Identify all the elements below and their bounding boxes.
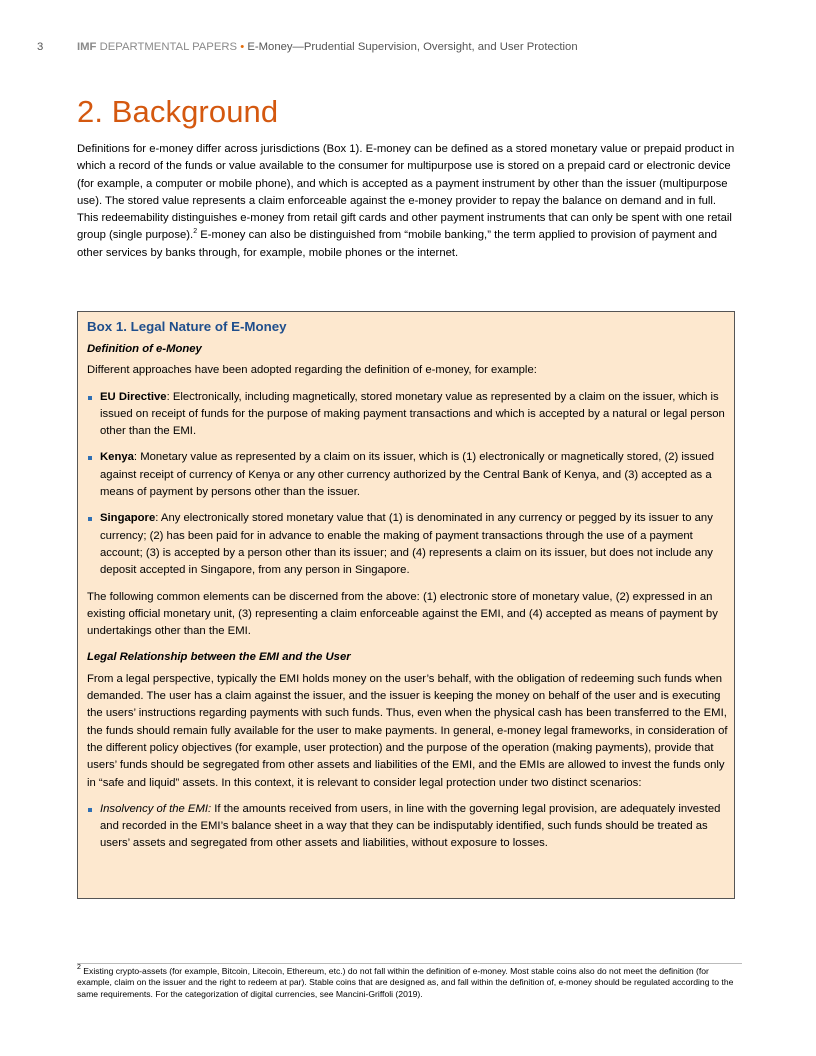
box-paragraph-common-elements: The following common elements can be discerned from the above: (1) electronic store of monetary value, (2) expressed in an existing official monetary unit, (3) representing a claim enforceable against the EMI, and (4) accepted as means of payment by undertakings other than the EMI. <box>87 590 718 638</box>
box-title: Box 1. Legal Nature of E-Money <box>87 319 287 334</box>
list-item-singapore <box>87 510 729 579</box>
bullet-square-icon <box>88 808 92 812</box>
bullet-square-icon <box>88 396 92 400</box>
footnote-divider <box>77 963 742 964</box>
definition-text: : Electronically, including magnetically, stored monetary value as represented by a claim on the issuer, which is issued on receipt of funds for the purpose of making payment transactions and which is accepted by a natural or legal person other than the EMI. <box>100 390 725 438</box>
definition-term: EU Directive <box>100 390 167 403</box>
scenarios-list <box>87 801 729 853</box>
scenario-term: Insolvency of the EMI: <box>100 802 212 815</box>
intro-text-1: Definitions for e-money differ across jurisdictions (Box 1). E-money can be defined as a stored monetary value or prepaid product in which a record of the funds or value available to the consumer for multipurpose use is stored on a prepaid card or electronic device (for example, a computer or mobile phone), and which is accepted as a payment instrument by other than the issuer (multipurpose use). The stored value represents a claim enforceable against the e-money provider to repay the balance on demand and in full. This redeemability distinguishes e-money from retail gift cards and other payment instruments that can only be spent with one retail group (single purpose). <box>77 143 735 242</box>
box-subheading-definition: Definition of e-Money <box>87 343 202 355</box>
definition-text: : Any electronically stored monetary value that (1) is denominated in any currency or pegged by its issuer to any currency; (2) has been paid for in advance to enable the making of payment transactions through the use of a payment account; (3) is accepted by a person other than its issuer; and (4) represents a claim on its issuer, but does not include any deposit accepted in Singapore, from any person in Singapore. <box>100 512 713 577</box>
page-number: 3 <box>37 41 44 53</box>
definition-text: : Monetary value as represented by a claim on its issuer, which is (1) electronically or magnetically stored, (2) issued against receipt of currency of Kenya or any other currency authorized by the Central Bank of Kenya, and (3) accepted as a means of payment by persons other than the issuer. <box>100 451 715 499</box>
intro-paragraph <box>77 141 739 262</box>
scenario-text: If the amounts received from users, in line with the governing legal provision, are adequately invested and recorded in the EMI’s balance sheet in a way that they can be indisputably identified, such funds should be treated as users’ assets and segregated from other assets and liabilities, without exposure to losses. <box>100 802 721 850</box>
series-name: DEPARTMENTAL PAPERS <box>96 41 241 53</box>
running-header <box>37 41 578 53</box>
box-paragraph-legal-perspective: From a legal perspective, typically the EMI holds money on the user’s behalf, with the obligation of redeeming such funds when demanded. The user has a claim against the issuer, and the issuer is keeping the money on behalf of the user and is executing the users’ instructions regarding payments with such funds. Thus, even when the physical cash has been transferred to the EMI, the funds should remain fully available for the user to make payments. In general, e-money legal frameworks, in consideration of the different policy objectives (for example, user protection) and the purpose of the operation (making payments), provide that users’ funds should be segregated from other assets and liabilities of the EMI, and the EMIs are allowed to invest the funds only in “safe and liquid” assets. In this context, it is relevant to consider legal protection under two distinct scenarios: <box>87 672 728 789</box>
series-name-bold: IMF <box>77 41 97 53</box>
definition-term: Kenya <box>100 451 134 464</box>
bullet-square-icon <box>88 517 92 521</box>
list-item-kenya <box>87 449 729 501</box>
paper-title: E-Money—Prudential Supervision, Oversight, and User Protection <box>244 41 578 53</box>
list-item-insolvency <box>87 801 729 853</box>
header-bullet: • <box>240 41 245 53</box>
intro-text-2: E-money can also be distinguished from “mobile banking,” the term applied to provision of payment and other services by banks through, for example, mobile phones or the internet. <box>77 229 718 259</box>
footnote <box>77 966 742 1000</box>
footnote-ref[interactable]: 2 <box>193 228 198 236</box>
footnote-text: Existing crypto-assets (for example, Bitcoin, Litecoin, Ethereum, etc.) do not fall within the definition of e-money. Most stable coins also do not meet the definition (for example, claim on the issuer and the right to redeem at par). Stable coins that are designed as, and fall within the definition of, e-money should be regulated according to the same requirements. For the categorization of digital currencies, see Mancini-Griffoli (2019). <box>77 966 734 999</box>
definition-term: Singapore <box>100 512 156 525</box>
box-legal-nature <box>77 311 735 899</box>
definitions-list <box>87 389 729 580</box>
box-paragraph-approaches: Different approaches have been adopted regarding the definition of e-money, for example: <box>87 364 537 377</box>
list-item-eu <box>87 389 729 441</box>
box-subheading-relationship: Legal Relationship between the EMI and the User <box>87 651 351 664</box>
bullet-square-icon <box>88 456 92 460</box>
footnote-marker: 2 <box>77 964 81 971</box>
section-heading: 2. Background <box>77 94 279 129</box>
